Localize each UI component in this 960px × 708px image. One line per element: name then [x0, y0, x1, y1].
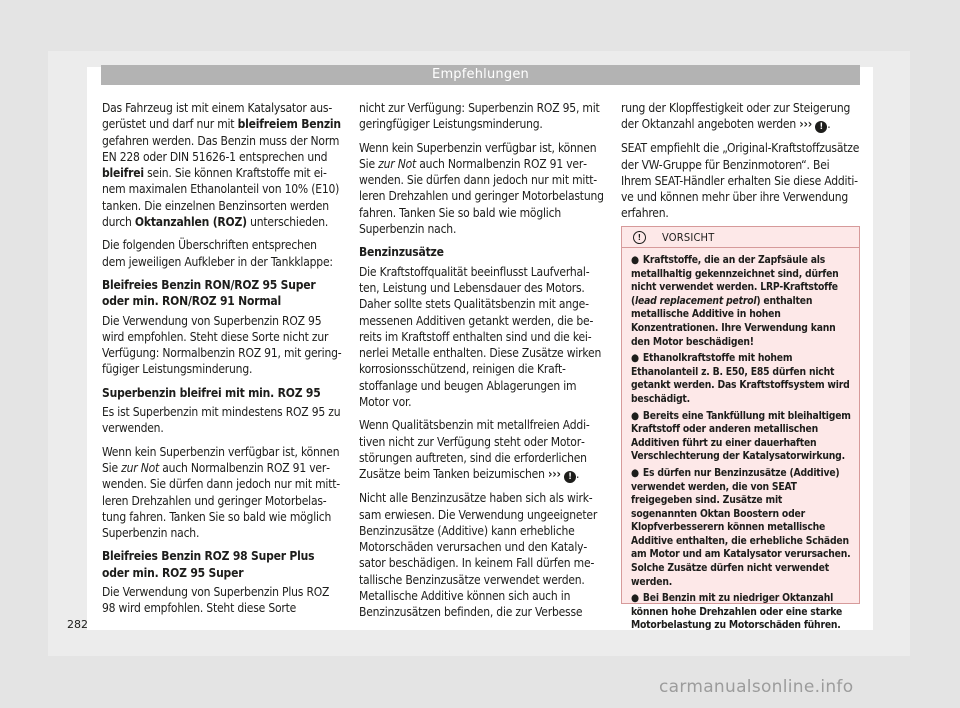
emphasis: lead replacement petrol	[635, 294, 757, 307]
text: Es dürfen nur Benzinzusätze (Additive) verwendet werden, die von SEAT freigegeben sind. Zusätze mit sogenannten Oktan Boostern oder Klopfverbesserern können metallische Additive enthalten, die erhebliche Schäden am Motor und am Katalysator verursachen. Solche Zusätze dürfen nicht verwendet werden.	[631, 466, 851, 588]
paragraph-super95: Es ist Superbenzin mit mindestens ROZ 95 zu verwenden.	[102, 405, 341, 436]
paragraph-no-super	[102, 444, 342, 542]
reference-arrows[interactable]: ›››	[799, 117, 812, 132]
emphasis: zur Not	[378, 156, 417, 171]
text: auch Normalbenzin ROZ 91 verwenden. Sie dürfen dann jedoch nur mit mittleren Drehzahlen und geringer Motorbelastung fahren. Tanken Sie so bald wie möglich Superbenzin nach.	[102, 460, 341, 541]
paragraph-fuel-quality: Die Kraftstoffqualität beeinflusst Laufverhalten, Leistung und Lebensdauer des Motors. Daher sollte stets Qualitätsbenzin mit angemessenen Additiven getankt werden, die bereits im Kraftstoff enthalten sind und die keinerlei Metalle enthalten. Diese Zusätze wirken korrosionsschützend, reinigen die Kraftstoffanlage und beugen Ablagerungen im Motor vor.	[359, 264, 602, 410]
text-column-1	[102, 100, 342, 624]
paragraph-no-super-2	[359, 140, 605, 238]
text: Wenn Qualitätsbenzin mit metallfreien Additiven nicht zur Verfügung steht oder Motorstörungen auftreten, sind die erforderlichen Zusätze beim Tanken beizumischen	[359, 418, 590, 482]
text: Das Fahrzeug ist mit einem Katalysator ausgerüstet und darf nur mit	[102, 101, 333, 132]
section-header: Empfehlungen	[101, 65, 860, 85]
text: rung der Klopffestigkeit oder zur Steigerung der Oktanzahl angeboten werden	[621, 101, 851, 132]
paragraph-not-all-additives: Nicht alle Benzinzusätze haben sich als wirksam erwiesen. Die Verwendung ungeeigneter Benzinzusätze (Additive) kann erhebliche Motorschäden verursachen und den Katalysator beschädigen. In keinem Fall dürfen metallische Benzinzusätze verwendet werden. Metallische Additive können sich auch in Benzinzusätzen befinden, die zur Verbesse	[359, 491, 598, 620]
caution-box	[621, 226, 860, 632]
text: Wenn kein Superbenzin verfügbar ist, können Sie	[102, 444, 340, 475]
paragraph-seat-recommends: SEAT empfiehlt die „Original-Kraftstoffzusätze der VW-Gruppe für Benzinmotoren“. Bei Ihrem SEAT-Händler erhalten Sie diese Additive und können mehr über ihre Verwendung erfahren.	[621, 141, 860, 221]
paragraph-ron95: Die Verwendung von Superbenzin ROZ 95 wird empfohlen. Steht diese Sorte nicht zur Verfügung: Normalbenzin ROZ 91, mit geringfügiger Leistungsminderung.	[102, 313, 342, 377]
caution-item	[631, 254, 851, 349]
emphasis: bleifrei	[102, 166, 144, 181]
text: Kraftstoffe, die an der Zapfsäule als metallhaltig gekennzeichnet sind, dürfen nicht verwendet werden. LRP-Kraftstoffe (	[631, 254, 839, 307]
heading-super-plus98: Bleifreies Benzin ROZ 98 Super Plus oder min. ROZ 95 Super	[102, 549, 315, 580]
text: sein. Sie können Kraftstoffe mit einem maximalen Ethanolanteil von 10% (E10) tanken. Die einzelnen Benzinsorten werden durch	[102, 166, 340, 230]
bullet-icon: ●	[631, 592, 639, 605]
caution-header	[622, 227, 859, 248]
caution-item	[631, 352, 851, 406]
heading-ron95: Bleifreies Benzin RON/ROZ 95 Super oder min. RON/ROZ 91 Normal	[102, 277, 316, 309]
heading-additives: Benzinzusätze	[359, 245, 444, 260]
caution-item	[631, 592, 851, 633]
text: ) enthalten metallische Additive in hohen Konzentrationen. Ihre Verwendung kann den Motor beschädigen!	[631, 294, 836, 348]
paragraph-add-additives: Wenn Qualitätsbenzin mit metallfreien Additiven nicht zur Verfügung steht oder Motorstörungen auftreten, sind die erforderlichen Zusätze beim Tanken beizumischen ››› ! .	[359, 418, 590, 483]
warning-ref-icon[interactable]: !	[564, 471, 576, 483]
page-number: 282	[67, 618, 88, 631]
paragraph-knock-resistance: rung der Klopffestigkeit oder zur Steigerung der Oktanzahl angeboten werden ››› ! .	[621, 101, 851, 133]
bullet-icon: ●	[631, 352, 639, 365]
caution-item	[631, 410, 851, 464]
text-column-3	[621, 100, 861, 229]
text: Ethanolkraftstoffe mit hohem Ethanolanteil z. B. E50, E85 dürfen nicht getankt werden. Das Kraftstoffsystem wird beschädigt.	[631, 352, 850, 405]
caution-list	[622, 248, 859, 633]
paragraph-continuation: nicht zur Verfügung: Superbenzin ROZ 95, mit geringfügiger Leistungsminderung.	[359, 101, 600, 132]
paragraph-catalyst	[102, 100, 342, 230]
text: Bereits eine Tankfüllung mit bleihaltigem Kraftstoff oder anderen metallischen Additiven führt zu einer dauerhaften Verschlechterung der Katalysatorwirkung.	[631, 409, 851, 463]
text: unterschieden.	[246, 215, 329, 230]
bullet-icon: ●	[631, 254, 639, 266]
emphasis: Oktanzahlen (ROZ)	[134, 215, 247, 230]
emphasis: bleifreiem Benzin	[237, 117, 341, 132]
heading-super95: Superbenzin bleifrei mit min. ROZ 95	[102, 385, 321, 400]
text-column-2	[359, 100, 605, 628]
reference-arrows[interactable]: ›››	[547, 467, 561, 482]
watermark: carmanualsonline.info	[659, 677, 854, 697]
caution-item	[631, 467, 851, 589]
bullet-icon: ●	[631, 409, 639, 422]
bullet-icon: ●	[631, 466, 639, 479]
warning-ref-icon[interactable]: !	[815, 121, 827, 133]
text: Bei Benzin mit zu niedriger Oktanzahl können hohe Drehzahlen oder eine starke Motorbelastung zu Motorschäden führen.	[631, 592, 843, 632]
text: auch Normalbenzin ROZ 91 verwenden. Sie dürfen dann jedoch nur mit mittleren Drehzahlen und geringer Motorbelastung fahren. Tanken Sie so bald wie möglich Superbenzin nach.	[359, 156, 604, 237]
text: Wenn kein Superbenzin verfügbar ist, können Sie	[359, 140, 597, 171]
paragraph-headings-intro: Die folgenden Überschriften entsprechen dem jeweiligen Aufkleber in der Tankklappe:	[102, 238, 333, 269]
caution-title: VORSICHT	[662, 230, 715, 244]
warning-icon: !	[633, 231, 646, 244]
emphasis: zur Not	[121, 460, 160, 475]
text: gefahren werden. Das Benzin muss der Norm EN 228 oder DIN 51626-1 entsprechen und	[102, 133, 340, 164]
paragraph-super-plus98: Die Verwendung von Superbenzin Plus ROZ 98 wird empfohlen. Steht diese Sorte	[102, 585, 330, 616]
